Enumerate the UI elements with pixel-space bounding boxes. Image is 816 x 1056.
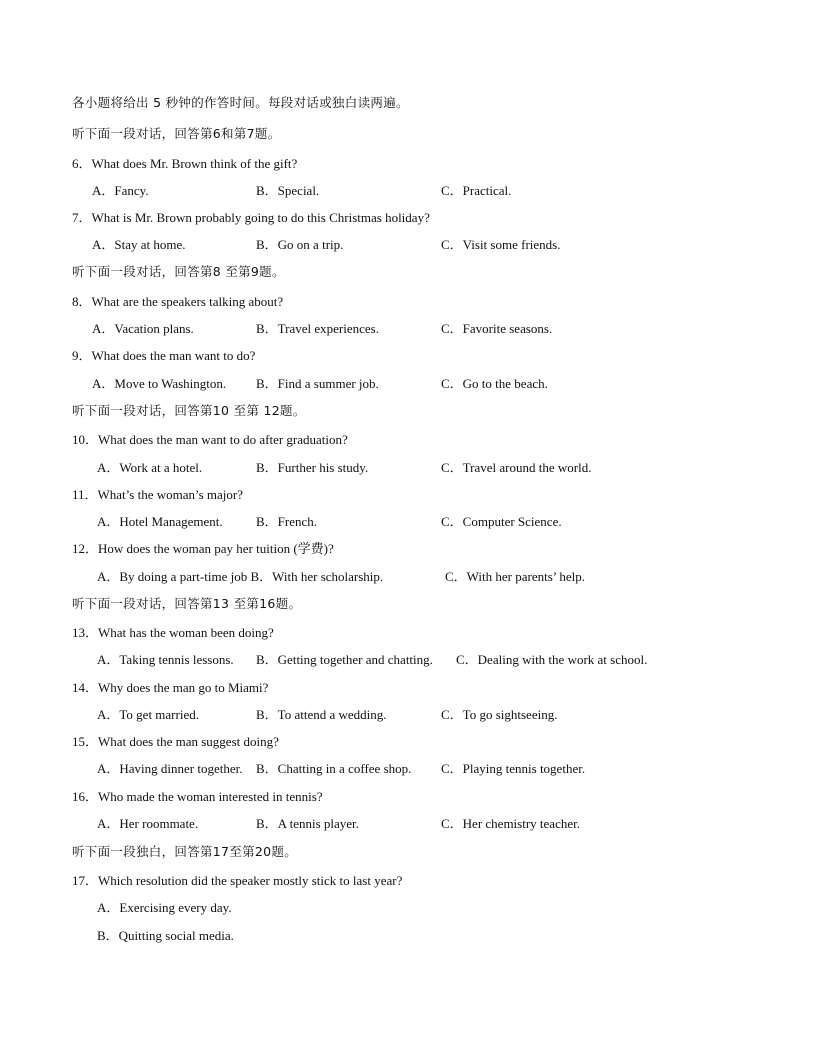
q6-option-c: C．Practical. [441, 183, 512, 198]
q8-option-b: B．Travel experiences. [256, 321, 379, 336]
q6-option-a: A．Fancy. [92, 183, 149, 198]
section-header-5: 听下面一段独白，回答第17至第20题。 [72, 844, 298, 859]
section-header-2: 听下面一段对话，回答第8 至第9题。 [72, 264, 285, 279]
section-header-3: 听下面一段对话，回答第10 至第 12题。 [72, 403, 306, 418]
q16-option-b: B．A tennis player. [256, 816, 359, 831]
question-12: 12．How does the woman pay her tuition (学费)? [72, 541, 334, 556]
question-17: 17．Which resolution did the speaker mostly stick to last year? [72, 873, 403, 888]
q13-option-c: C．Dealing with the work at school. [456, 652, 648, 667]
q7-option-c: C．Visit some friends. [441, 237, 561, 252]
q15-option-c: C．Playing tennis together. [441, 761, 586, 776]
q9-option-b: B．Find a summer job. [256, 376, 379, 391]
q9-option-a: A．Move to Washington. [92, 376, 227, 391]
question-7: 7．What is Mr. Brown probably going to do this Christmas holiday? [72, 210, 430, 225]
q13-option-a: A．Taking tennis lessons. [97, 652, 234, 667]
q14-option-c: C．To go sightseeing. [441, 707, 558, 722]
question-11: 11．What’s the woman’s major? [72, 487, 244, 502]
q10-option-c: C．Travel around the world. [441, 460, 592, 475]
q12-option-a-b: A．By doing a part-time job B．With her scholarship. [97, 569, 384, 584]
q17-option-a: A．Exercising every day. [97, 900, 232, 915]
q15-option-b: B．Chatting in a coffee shop. [256, 761, 412, 776]
question-15: 15．What does the man suggest doing? [72, 734, 279, 749]
question-16: 16．Who made the woman interested in tennis? [72, 789, 323, 804]
q17-option-b: B．Quitting social media. [97, 928, 234, 943]
q7-option-b: B．Go on a trip. [256, 237, 344, 252]
question-14: 14．Why does the man go to Miami? [72, 680, 269, 695]
q14-option-b: B．To attend a wedding. [256, 707, 387, 722]
q11-option-c: C．Computer Science. [441, 514, 562, 529]
q16-option-a: A．Her roommate. [97, 816, 199, 831]
q8-option-c: C．Favorite seasons. [441, 321, 553, 336]
section-header-1: 听下面一段对话，回答第6和第7题。 [72, 126, 281, 141]
q9-option-c: C．Go to the beach. [441, 376, 548, 391]
q6-option-b: B．Special. [256, 183, 320, 198]
q14-option-a: A．To get married. [97, 707, 199, 722]
q10-option-b: B．Further his study. [256, 460, 369, 475]
question-10: 10．What does the man want to do after graduation? [72, 432, 348, 447]
q16-option-c: C．Her chemistry teacher. [441, 816, 580, 831]
q13-option-b: B．Getting together and chatting. [256, 652, 433, 667]
section-header-4: 听下面一段对话，回答第13 至第16题。 [72, 596, 302, 611]
question-9: 9．What does the man want to do? [72, 348, 256, 363]
q12-option-c: C．With her parents’ help. [445, 569, 586, 584]
question-8: 8．What are the speakers talking about? [72, 294, 284, 309]
question-13: 13．What has the woman been doing? [72, 625, 274, 640]
intro-instruction: 各小题将给出 5 秒钟的作答时间。每段对话或独白读两遍。 [72, 95, 409, 110]
question-6: 6．What does Mr. Brown think of the gift? [72, 156, 298, 171]
q11-option-a: A．Hotel Management. [97, 514, 223, 529]
q7-option-a: A．Stay at home. [92, 237, 186, 252]
q15-option-a: A．Having dinner together. [97, 761, 243, 776]
q10-option-a: A．Work at a hotel. [97, 460, 203, 475]
q11-option-b: B．French. [256, 514, 318, 529]
q8-option-a: A．Vacation plans. [92, 321, 194, 336]
